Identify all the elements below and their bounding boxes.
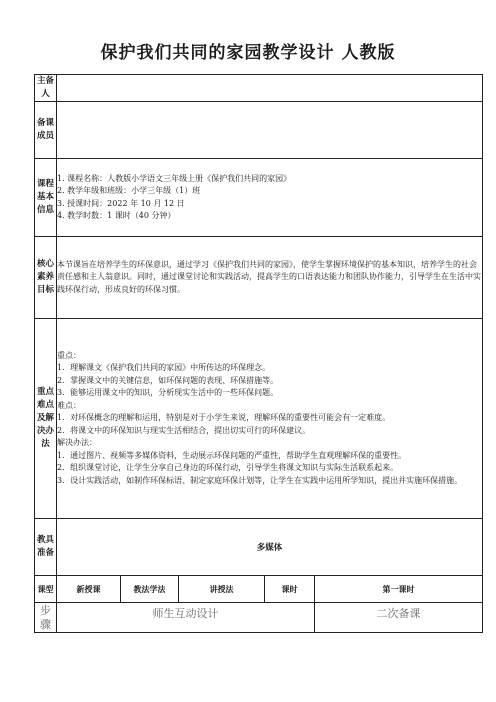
type-cell-hours-label: 课时 [265,576,315,603]
group-value [57,102,483,159]
tools-label: 教具准备 [35,519,57,576]
literacy-content: 本节课旨在培养学生的环保意识，通过学习《保护我们共同的家园》，使学生掌握环境保护的基本知识，培养学生的社会责任感和主人翁意识。同时，通过课堂讨论和实践活动，提高学生的口语表达能力和团队协作能力，引导学生在生活中实践环保行动，形成良好的环保习惯。 [57,237,483,319]
tools-value: 多媒体 [57,519,483,576]
key-line: 1．理解课文《保护我们共同的家园》中所传达的环保理念。 [57,363,271,373]
row-preparer [35,75,483,102]
key-line: 解决办法： [57,438,97,448]
key-line: 2．掌握课文中的关键信息，如环保问题的表现、环保措施等。 [57,375,279,385]
info-line: 1. 课程名称：人教版小学语文三年级上册《保护我们共同的家园》 [57,173,292,183]
key-content [57,319,483,519]
type-label: 课型 [35,576,57,603]
steps-second-prep: 二次备课 [315,603,483,633]
key-line: 1．对环保概念的理解和运用，特别是对于小学生来说，理解环保的重要性可能会有一定难度。 [57,413,391,423]
row-lesson-type [35,576,483,603]
row-tools [35,519,483,576]
steps-label: 步骤 [35,603,57,633]
row-course-info [35,159,483,237]
type-cell-hours: 第一课时 [315,576,483,603]
literacy-label: 核心素养目标 [35,237,57,319]
type-cell-lesson: 新授课 [57,576,121,603]
key-line: 3．设计实践活动，如制作环保标语、制定家庭环保计划等，让学生在实践中运用所学知识，提出并实施环保措施。 [57,475,463,485]
type-cell-method-label: 教法学法 [121,576,179,603]
group-label: 备课成员 [35,102,57,159]
info-line: 2. 教学年级和班级：小学三年级（1）班 [57,186,201,195]
type-cell-method: 讲授法 [179,576,265,603]
document-title: 保护我们共同的家园教学设计 人教版 [100,43,396,63]
info-content [57,159,483,237]
key-line: 重点： [57,350,81,360]
preparer-label: 主备人 [35,75,57,102]
key-line: 1．通过图片、视频等多媒体资料，生动展示环保问题的严重性，帮助学生直观理解环保的重要性。 [57,450,407,460]
row-group [35,102,483,159]
key-line: 2．组织课堂讨论，让学生分享自己身边的环保行动，引导学生将课文知识与实际生活联系起来。 [57,463,399,473]
row-core-literacy [35,237,483,319]
preparer-value [57,75,483,102]
key-line: 难点： [57,400,81,410]
row-key-difficult [35,319,483,519]
key-line: 3．能够运用课文中的知识，分析现实生活中的一些环保问题。 [57,388,279,398]
info-label: 课程基本信息 [35,159,57,237]
row-steps [35,603,483,633]
lesson-plan-table [34,74,483,633]
info-line: 3. 授课时间：2022 年 10 月 12 日 [57,198,185,208]
info-line: 4. 教学时数：1 课时（40 分钟） [57,211,176,220]
steps-interaction: 师生互动设计 [57,603,315,633]
key-label: 重点难点及解决办法 [35,319,57,519]
key-line: 2．将课文中的环保知识与现实生活相结合，提出切实可行的环保建议。 [57,425,311,435]
